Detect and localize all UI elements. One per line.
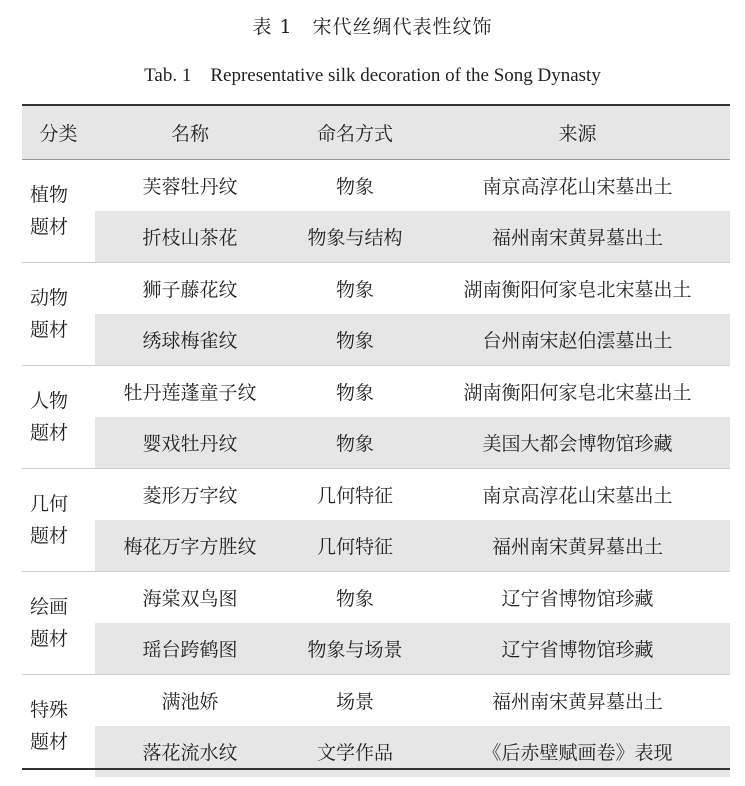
table-row: [22, 160, 730, 212]
method-cell: 场景: [285, 675, 425, 727]
category-label-line2: 题材: [30, 319, 69, 341]
table-row: [22, 520, 730, 572]
category-label-line2: 题材: [30, 628, 69, 650]
source-cell: 辽宁省博物馆珍藏: [425, 623, 730, 675]
name-cell: 绣球梅雀纹: [95, 314, 285, 366]
method-cell: 物象: [285, 572, 425, 624]
table-caption-cn: 表 1 宋代丝绸代表性纹饰: [252, 16, 493, 38]
category-cell: [22, 675, 95, 778]
category-label-line1: 绘画: [30, 596, 69, 618]
category-cell: [22, 160, 95, 263]
category-cell: [22, 366, 95, 469]
method-cell: 物象: [285, 160, 425, 212]
table-row: [22, 623, 730, 675]
source-cell: 《后赤壁赋画卷》表现: [425, 726, 730, 777]
source-cell: 福州南宋黄昇墓出土: [425, 211, 730, 263]
table-row: [22, 314, 730, 366]
source-cell: 南京高淳花山宋墓出土: [425, 160, 730, 212]
category-label-line1: 特殊: [30, 699, 69, 721]
source-cell: 福州南宋黄昇墓出土: [425, 675, 730, 727]
method-cell: 物象: [285, 263, 425, 315]
category-label-line2: 题材: [30, 731, 69, 753]
method-cell: 物象: [285, 366, 425, 418]
name-cell: 菱形万字纹: [95, 469, 285, 521]
category-label-line2: 题材: [30, 216, 69, 238]
name-cell: 梅花万字方胜纹: [95, 520, 285, 572]
header-category: 分类: [22, 106, 95, 160]
name-cell: 海棠双鸟图: [95, 572, 285, 624]
source-cell: 美国大都会博物馆珍藏: [425, 417, 730, 469]
method-cell: 文学作品: [285, 726, 425, 777]
category-label-line1: 植物: [30, 184, 69, 206]
table-caption-en: Tab. 1 Representative silk decoration of the Song Dynasty: [144, 65, 601, 86]
table-header-row: [22, 106, 730, 160]
category-cell: [22, 263, 95, 366]
source-cell: 台州南宋赵伯澐墓出土: [425, 314, 730, 366]
source-cell: 南京高淳花山宋墓出土: [425, 469, 730, 521]
name-cell: 狮子藤花纹: [95, 263, 285, 315]
table-row: [22, 263, 730, 315]
category-label-line1: 人物: [30, 390, 69, 412]
name-cell: 芙蓉牡丹纹: [95, 160, 285, 212]
name-cell: 瑶台跨鹤图: [95, 623, 285, 675]
name-cell: 折枝山茶花: [95, 211, 285, 263]
table-row: [22, 572, 730, 624]
source-cell: 福州南宋黄昇墓出土: [425, 520, 730, 572]
header-source: 来源: [425, 106, 730, 160]
name-cell: 落花流水纹: [95, 726, 285, 777]
source-cell: 辽宁省博物馆珍藏: [425, 572, 730, 624]
category-cell: [22, 469, 95, 572]
method-cell: 物象: [285, 417, 425, 469]
source-cell: 湖南衡阳何家皂北宋墓出土: [425, 263, 730, 315]
category-cell: [22, 572, 95, 675]
method-cell: 几何特征: [285, 520, 425, 572]
name-cell: 牡丹莲蓬童子纹: [95, 366, 285, 418]
name-cell: 满池娇: [95, 675, 285, 727]
method-cell: 几何特征: [285, 469, 425, 521]
header-name: 名称: [95, 106, 285, 160]
table-row: [22, 211, 730, 263]
header-naming-method: 命名方式: [285, 106, 425, 160]
category-label-line2: 题材: [30, 422, 69, 444]
category-label-line1: 动物: [30, 287, 69, 309]
category-label-line1: 几何: [30, 493, 69, 515]
category-label-line2: 题材: [30, 525, 69, 547]
table-row: [22, 417, 730, 469]
name-cell: 婴戏牡丹纹: [95, 417, 285, 469]
method-cell: 物象与场景: [285, 623, 425, 675]
table-row: [22, 675, 730, 727]
method-cell: 物象与结构: [285, 211, 425, 263]
table-row: [22, 469, 730, 521]
table-row: [22, 366, 730, 418]
table-bottom-rule: [22, 768, 730, 770]
method-cell: 物象: [285, 314, 425, 366]
silk-decoration-table: [22, 106, 730, 777]
source-cell: 湖南衡阳何家皂北宋墓出土: [425, 366, 730, 418]
